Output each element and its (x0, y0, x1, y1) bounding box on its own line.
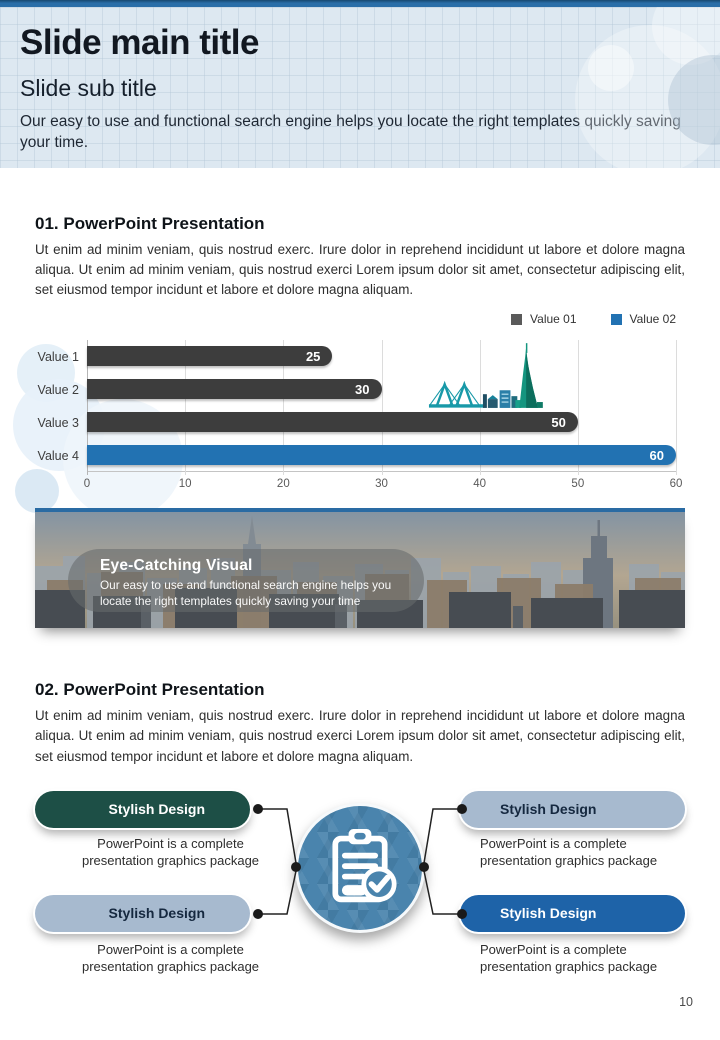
category-label: Value 4 (37, 448, 79, 463)
header-description: Our easy to use and functional search engine helps you locate the right templates quickly saving your time. (20, 113, 681, 152)
bar-2 (87, 379, 382, 399)
x-tick-label: 30 (375, 478, 388, 491)
decorative-circle (588, 45, 634, 91)
bar-3 (87, 412, 578, 432)
x-tick-label: 0 (83, 478, 91, 491)
pill-description-bottom-left: PowerPoint is a complete presentation graphics package (81, 941, 260, 975)
pill-description-bottom-right: PowerPoint is a complete presentation graphics package (480, 941, 658, 975)
gridline (676, 340, 677, 475)
category-label: Value 1 (37, 349, 79, 364)
legend-swatch (611, 314, 622, 325)
pill-description-top-right: PowerPoint is a complete presentation graphics package (480, 835, 658, 869)
cityscape-banner (35, 508, 685, 628)
city-skyline-illustration (427, 343, 545, 412)
diagram-hub-circle (295, 803, 425, 933)
section-02 (35, 680, 685, 987)
bar-4 (87, 445, 676, 465)
x-tick-label: 20 (276, 478, 290, 491)
slide-sub-title: Slide sub title (20, 75, 157, 102)
stylish-design-pill-bottom-right[interactable] (460, 895, 685, 932)
chart-row (37, 373, 676, 406)
banner-title: Eye-Catching Visual (100, 557, 253, 575)
x-tick-label: 60 (669, 478, 683, 491)
bar-chart (35, 312, 685, 494)
chart-row (37, 439, 676, 472)
section-01 (35, 214, 685, 628)
category-label: Value 2 (37, 382, 79, 397)
legend-swatch (511, 314, 522, 325)
x-tick-label: 10 (178, 478, 192, 491)
bar-value-label: 30 (355, 381, 370, 397)
bar-1 (87, 346, 332, 366)
top-accent-bar (0, 0, 720, 7)
bar-value-label: 25 (305, 348, 321, 364)
pill-label: Stylish Design (108, 905, 205, 922)
pill-label: Stylish Design (108, 801, 205, 818)
bar-value-label: 60 (649, 447, 664, 463)
slide-header (0, 7, 720, 168)
stylish-design-diagram (35, 783, 685, 988)
pill-description-top-left: PowerPoint is a complete presentation graphics package (81, 835, 260, 869)
banner-caption-overlay (68, 549, 424, 612)
chart-xaxis (83, 472, 683, 494)
clipboard-check-icon (322, 825, 398, 911)
section-02-heading: 02. PowerPoint Presentation (35, 680, 265, 700)
slide-main-title: Slide main title (20, 23, 259, 62)
legend-item: Value 01 (511, 312, 576, 326)
stylish-design-pill-top-left[interactable] (35, 791, 250, 828)
legend-item: Value 02 (611, 312, 676, 326)
pill-label: Stylish Design (500, 905, 597, 922)
bar-value-label: 50 (551, 414, 566, 430)
stylish-design-pill-bottom-left[interactable] (35, 895, 250, 932)
pill-label: Stylish Design (500, 801, 597, 818)
stylish-design-pill-top-right[interactable] (460, 791, 685, 828)
section-01-body: Ut enim ad minim veniam, quis nostrud exerc. Irure dolor in reprehend incididunt ut labore et dolore magna aliqua. Ut enim ad minim veniam, quis nostrud exerci Lorem ipsum dolor sit amet, consectetur adipiscing elit, set eiusmod tempor incidunt et labore et dolore magna aliquam. (35, 242, 685, 298)
x-tick-label: 50 (571, 478, 585, 491)
chart-legend (35, 312, 685, 326)
section-01-heading: 01. PowerPoint Presentation (35, 214, 265, 233)
chart-row (37, 340, 676, 373)
banner-text: Our easy to use and functional search engine helps you locate the right templates quickly saving your time (100, 578, 392, 609)
chart-plot (37, 340, 676, 472)
section-02-body: Ut enim ad minim veniam, quis nostrud exerc. Irure dolor in reprehend incididunt ut labore et dolore magna aliqua. Ut enim ad minim veniam, quis nostrud exerci Lorem ipsum dolor sit amet, consectetur adipiscing elit, set eiusmod tempor incidunt et labore et dolore magna aliquam. (35, 708, 685, 764)
page-number: 10 (679, 995, 693, 1009)
chart-row (37, 406, 676, 439)
slide-body (0, 214, 720, 988)
x-tick-label: 40 (473, 478, 487, 491)
category-label: Value 3 (37, 415, 79, 430)
